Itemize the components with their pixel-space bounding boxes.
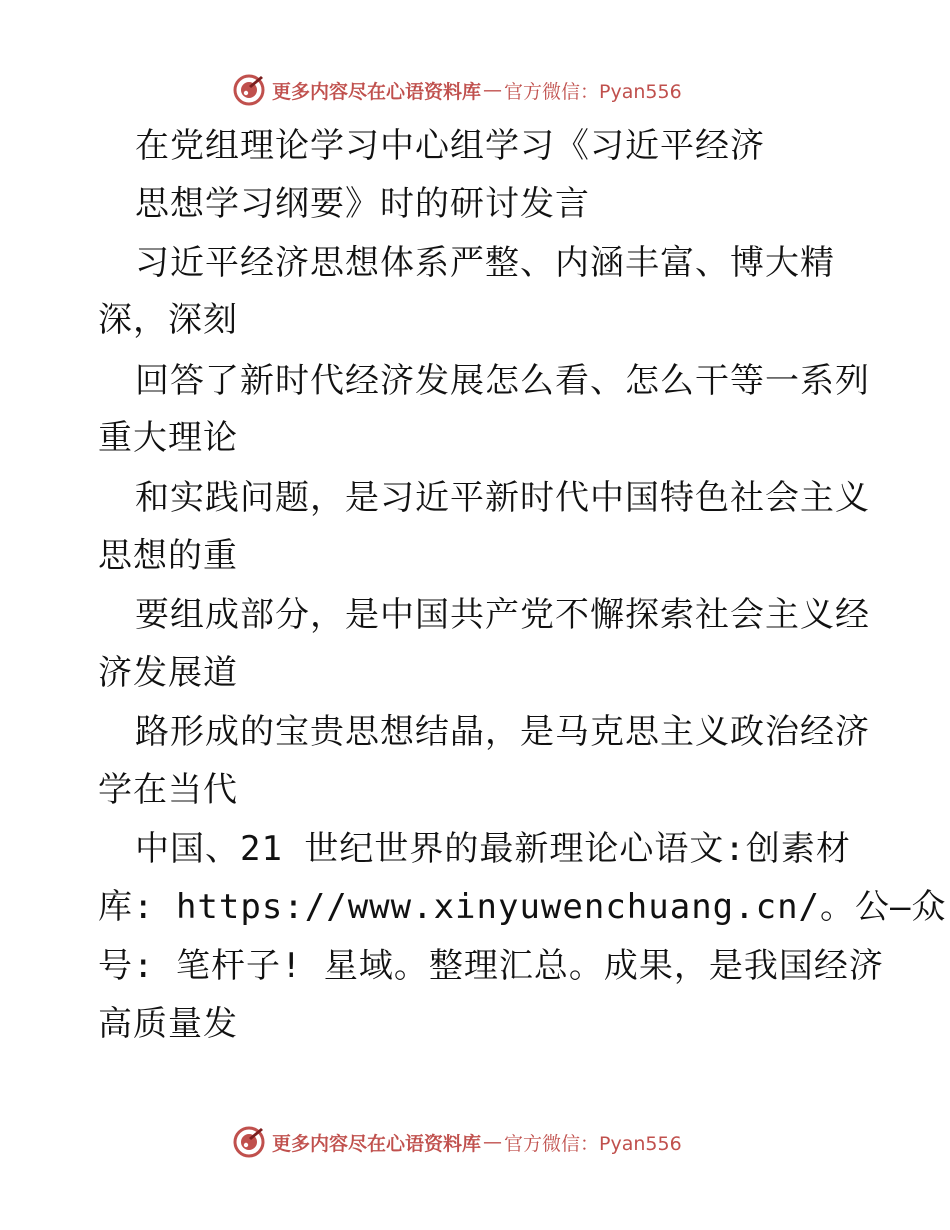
document-title-line-1: 在党组理论学习中心组学习《习近平经济 xyxy=(135,126,765,166)
body-line: 高质量发 xyxy=(98,1004,238,1044)
body-line: 中国、21 世纪世界的最新理论心语文:创素材 xyxy=(135,829,851,869)
body-line: 济发展道 xyxy=(98,653,238,693)
body-line: 要组成部分，是中国共产党不懈探索社会主义经 xyxy=(135,595,870,635)
watermark-main-text: 更多内容尽在心语资料库 xyxy=(272,1132,482,1155)
body-line: 回答了新时代经济发展怎么看、怎么干等一系列 xyxy=(135,361,870,401)
body-line: 重大理论 xyxy=(98,418,238,458)
body-line: 深，深刻 xyxy=(98,300,238,340)
watermark-separator: — xyxy=(483,1131,503,1153)
body-line: 思想的重 xyxy=(98,536,238,576)
watermark-main-text: 更多内容尽在心语资料库 xyxy=(272,80,482,103)
body-line: 号: 笔杆子! 星域。整理汇总。成果，是我国经济 xyxy=(98,946,884,986)
document-title-line-2: 思想学习纲要》时的研讨发言 xyxy=(135,184,590,224)
header-watermark xyxy=(232,72,682,108)
body-line: 习近平经济思想体系严整、内涵丰富、博大精 xyxy=(135,243,835,283)
pen-logo-icon xyxy=(232,1125,266,1159)
watermark-wechat-text: 官方微信：Pyan556 xyxy=(504,1132,682,1155)
body-line: 和实践问题，是习近平新时代中国特色社会主义 xyxy=(135,478,870,518)
watermark-separator: — xyxy=(483,79,503,101)
body-line: 路形成的宝贵思想结晶，是马克思主义政治经济 xyxy=(135,712,870,752)
watermark-wechat-text: 官方微信：Pyan556 xyxy=(504,80,682,103)
body-line: 学在当代 xyxy=(98,770,238,810)
pen-logo-icon xyxy=(232,73,266,107)
footer-watermark xyxy=(232,1124,682,1160)
body-line: 库: https://www.xinyuwenchuang.cn/。公—众 xyxy=(98,887,947,927)
